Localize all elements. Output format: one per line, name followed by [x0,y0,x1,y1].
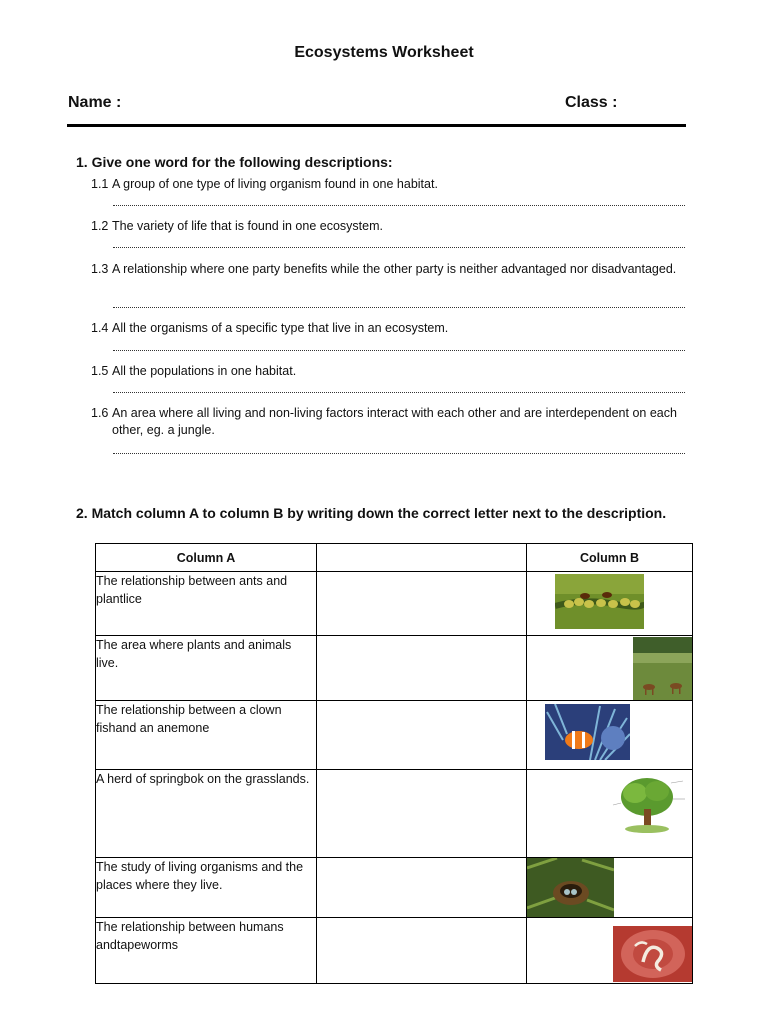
item-number: 1.2 [91,219,109,233]
item-number: 1.4 [91,321,109,335]
answer-cell[interactable] [317,701,527,770]
answer-line-1-3[interactable] [113,307,685,308]
item-text: A relationship where one party benefits while the other party is neither advantaged nor disadvantaged. [112,262,677,276]
clownfish-anemone-photo-icon [545,704,630,760]
ants-aphids-photo-icon [555,574,644,629]
item-number: 1.1 [91,177,109,191]
question-2-heading: 2. Match column A to column B by writing down the correct letter next to the description. [76,505,667,521]
column-a-cell: The relationship between a clown fishand an anemone [96,701,317,770]
column-a-cell: The study of living organisms and the places where they live. [96,858,317,918]
question-1-4 [91,320,686,337]
column-a-cell: The area where plants and animals live. [96,636,317,701]
item-number: 1.5 [91,364,109,378]
answer-line-1-1[interactable] [113,205,685,206]
answer-line-1-4[interactable] [113,350,685,351]
worksheet-title: Ecosystems Worksheet [294,44,474,61]
answer-line-1-5[interactable] [113,392,685,393]
bird-nest-photo-icon [527,858,614,917]
answer-column-header [317,544,527,572]
column-b-cell [527,701,693,770]
column-b-cell [527,770,693,858]
answer-cell[interactable] [317,858,527,918]
table-row [96,701,693,770]
table-row [96,636,693,701]
column-b-cell [527,858,693,918]
item-number: 1.6 [91,406,109,420]
question-1-2 [91,218,686,235]
item-text: All the organisms of a specific type that live in an ecosystem. [112,321,449,335]
column-b-header: Column B [527,544,693,572]
column-a-cell: A herd of springbok on the grasslands. [96,770,317,858]
matching-table [95,543,693,984]
question-1-5 [91,363,686,380]
item-number: 1.3 [91,262,109,276]
answer-cell[interactable] [317,636,527,701]
tapeworm-intestine-photo-icon [613,926,692,982]
answer-line-1-6[interactable] [113,453,685,454]
grassland-antelope-photo-icon [633,637,692,700]
table-row [96,572,693,636]
column-a-cell: The relationship between humans andtapeworms [96,918,317,984]
answer-cell[interactable] [317,572,527,636]
column-a-cell: The relationship between ants and plantlice [96,572,317,636]
question-1-3 [91,261,686,278]
column-b-cell [527,572,693,636]
column-b-cell [527,918,693,984]
question-1-6 [91,405,686,439]
table-row [96,858,693,918]
item-text: A group of one type of living organism found in one habitat. [112,177,438,191]
table-header-row [96,544,693,572]
answer-line-1-2[interactable] [113,247,685,248]
header-divider [67,124,686,127]
name-label: Name : [68,94,122,111]
item-text: All the populations in one habitat. [112,364,297,378]
item-text: The variety of life that is found in one ecosystem. [112,219,383,233]
column-b-cell [527,636,693,701]
table-row [96,770,693,858]
class-label: Class : [565,94,618,111]
question-1-1 [91,176,686,193]
table-row [96,918,693,984]
column-a-header: Column A [96,544,317,572]
tree-diagram-photo-icon [611,773,687,839]
item-text: An area where all living and non-living factors interact with each other and are interdependent on each other, eg. a jungle. [112,406,677,437]
answer-cell[interactable] [317,918,527,984]
question-1-heading: 1. Give one word for the following descriptions: [76,154,393,170]
answer-cell[interactable] [317,770,527,858]
